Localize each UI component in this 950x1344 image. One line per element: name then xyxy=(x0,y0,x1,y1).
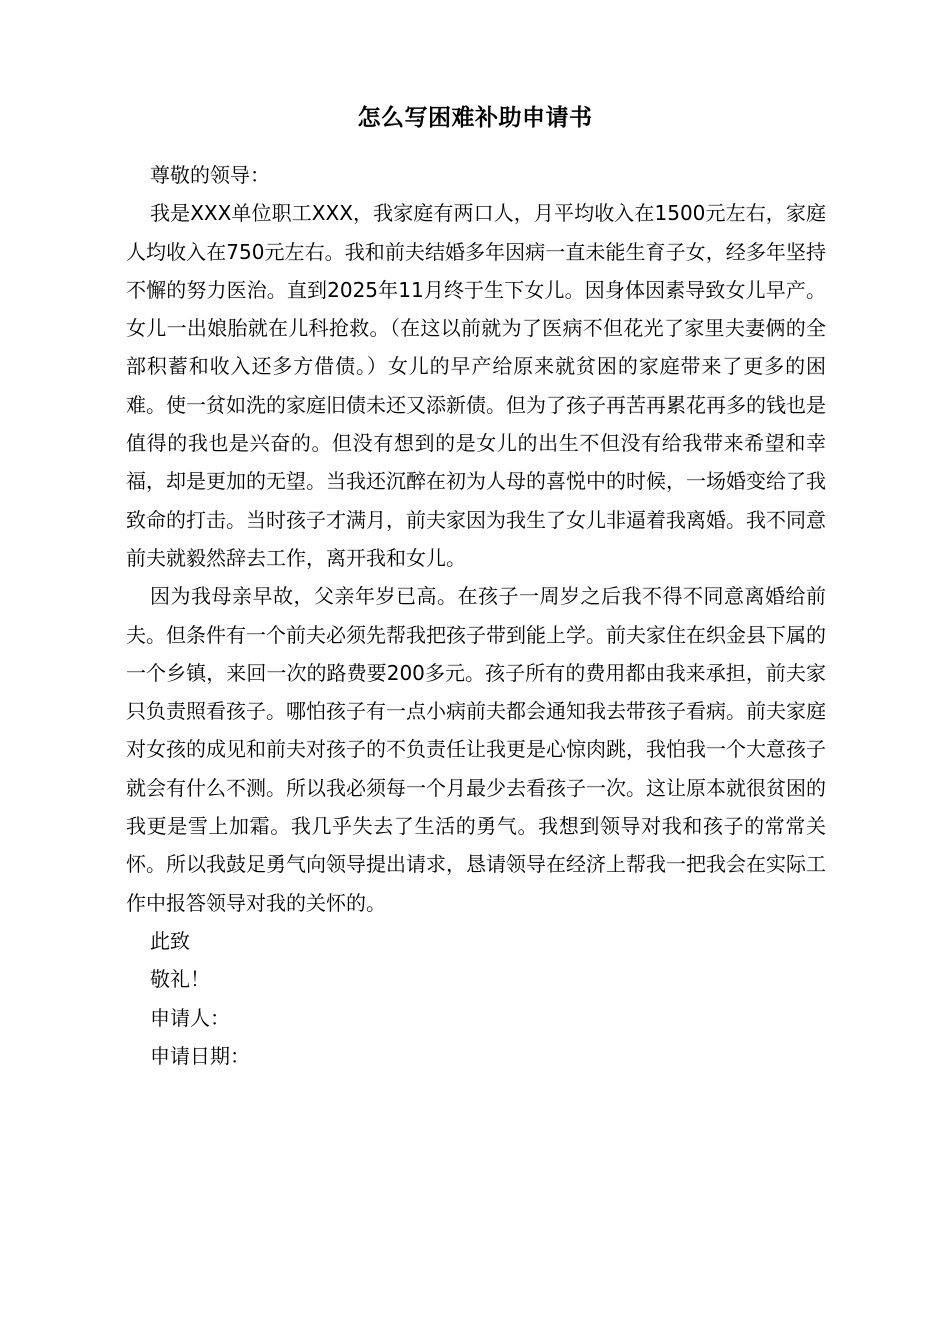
document-body xyxy=(126,156,826,1075)
closing-ci-zhi: 此致 xyxy=(150,928,190,953)
closing-jing-li: 敬礼！ xyxy=(150,967,210,992)
salutation: 尊敬的领导： xyxy=(150,163,270,187)
date-label: 申请日期： xyxy=(150,1043,250,1068)
document-title: 怎么写困难补助申请书 xyxy=(357,105,593,131)
paragraph-1: 我是XXX单位职工XXX，我家庭有两口人，月平均收入在1500元左右，家庭人均收入在750元左右。我和前夫结婚多年因病一直未能生育子女，经多年坚持不懈的努力医治。直到2025年11月终于生下女儿。因身体因素导致女儿早产。女儿一出娘胎就在儿科抢救。（在这以前就为了医病不但花光了家里夫妻俩的全部积蓄和收入还多方借债。）女儿的早产给原来就贫困的家庭带来了更多的困难。使一贫如洗的家庭旧债未还又添新债。但为了孩子再苦再累花再多的钱也是值得的我也是兴奋的。但没有想到的是女儿的出生不但没有给我带来希望和幸福，却是更加的无望。当我还沉醉在初为人母的喜悦中的时候，一场婚变给了我致命的打击。当时孩子才满月，前夫家因为我生了女儿非逼着我离婚。我不同意前夫就毅然辞去工作，离开我和女儿。 xyxy=(126,201,826,570)
applicant-label: 申请人： xyxy=(150,1005,230,1030)
paragraph-2: 因为我母亲早故，父亲年岁已高。在孩子一周岁之后我不得不同意离婚给前夫。但条件有一个前夫必须先帮我把孩子带到能上学。前夫家住在织金县下属的一个乡镇，来回一次的路费要200多元。孩子所有的费用都由我来承担，前夫家只负责照看孩子。哪怕孩子有一点小病前夫都会通知我去带孩子看病。前夫家庭对女孩的成见和前夫对孩子的不负责任让我更是心惊肉跳，我怕我一个大意孩子就会有什么不测。所以我必须每一个月最少去看孩子一次。这让原本就很贫困的我更是雪上加霜。我几乎失去了生活的勇气。我想到领导对我和孩子的常常关怀。所以我鼓足勇气向领导提出请求，恳请领导在经济上帮我一把我会在实际工作中报答领导对我的关怀的。 xyxy=(126,584,826,915)
